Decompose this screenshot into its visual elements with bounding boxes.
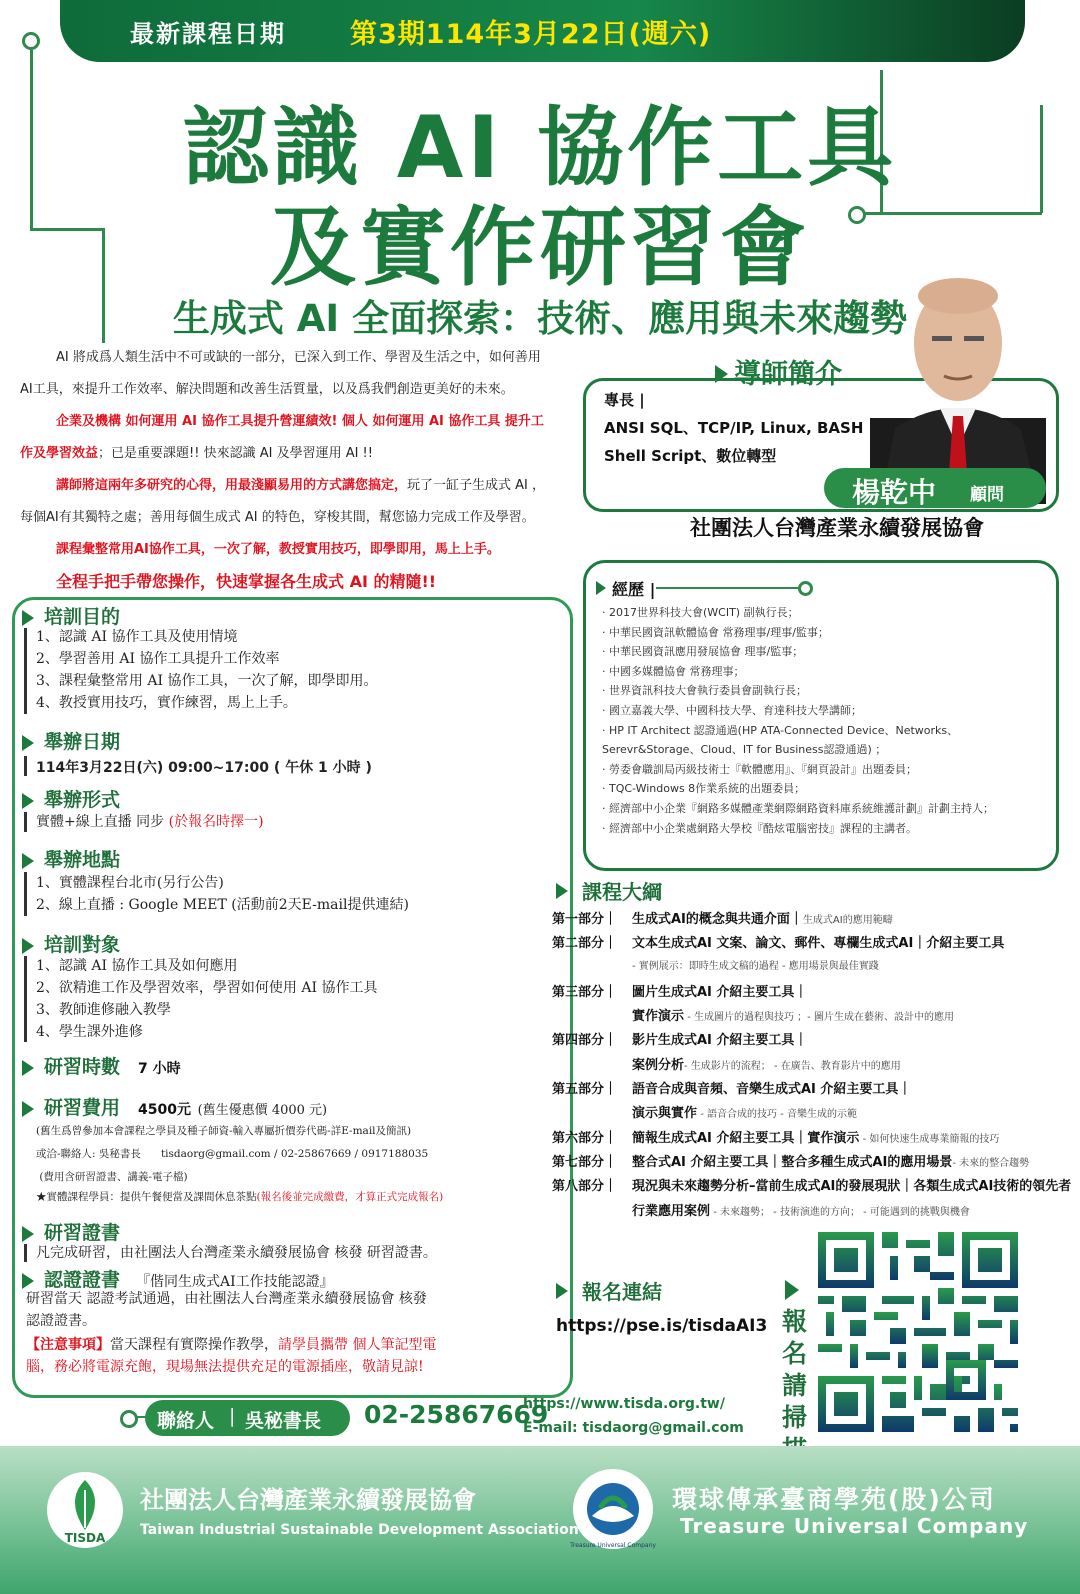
experience-item: · 勞委會職訓局丙級技術士『軟體應用』、『網頁設計』出題委員； — [602, 762, 917, 776]
syllabus-part-label: 第五部分｜ — [552, 1082, 618, 1098]
syllabus-part-sub: - 生成圖片的過程與技巧 ；- 圖片生成在藝術、設計中的應用 — [684, 1012, 954, 1024]
section-bar — [24, 628, 27, 714]
email-link[interactable]: E-mail: tisdaorg@gmail.com — [523, 1420, 744, 1436]
triangle-icon — [22, 938, 34, 954]
instructor-name: 楊乾中 — [852, 476, 937, 509]
notice-red: 腦，務必將電源充飽，現場無法提供充足的電源插座，敬請見諒! — [26, 1359, 424, 1375]
section-bar — [24, 756, 27, 776]
syllabus-part-main: 語音合成與音頻、音樂生成式AI 介紹主要工具｜ — [632, 1082, 912, 1098]
experience-item: Serevr&Storage、Cloud、IT for Business認證通過) ； — [602, 743, 887, 757]
notice-text: 當天課程有實際操作教學， — [110, 1337, 278, 1353]
syllabus-part-sub: 生成式AI的應用範疇 — [802, 915, 893, 926]
notice — [26, 1334, 536, 1378]
triangle-icon — [596, 581, 606, 595]
intro-line — [20, 470, 565, 502]
intro-red-text: 作及學習效益 — [20, 446, 99, 461]
fee-price: 4500元 — [138, 1102, 191, 1118]
intro-line: 每個AI有其獨特之處；善用每個生成式 AI 的特色，穿梭其間，幫您協力完成工作及學習。 — [20, 510, 535, 525]
section-bar — [24, 1244, 27, 1262]
triangle-icon — [22, 853, 34, 869]
syllabus-part-main: 文本生成式AI 文案、論文、郵件、專欄生成式AI｜介紹主要工具 — [632, 936, 1005, 952]
syllabus-row — [552, 1151, 1072, 1175]
form-text: 實體+線上直播 同步 — [36, 814, 165, 830]
separator: | — [229, 1405, 236, 1427]
syllabus-part-sub: - 語音合成的技巧 - 音樂生成的示範 — [697, 1109, 857, 1121]
fee-line: 或洽-聯絡人: 吳秘書長 tisdaorg@gmail.com / 02-25867669 / 0917188035 — [36, 1148, 429, 1160]
tisda-logo-text: TISDA — [64, 1531, 106, 1545]
syllabus-row — [552, 1054, 1072, 1078]
heading-text: 舉辦形式 — [44, 789, 121, 811]
footer-org1-en: Taiwan Industrial Sustainable Development Association — [140, 1522, 579, 1538]
syllabus-part-main: 實作演示 — [632, 1009, 685, 1025]
experience-list — [602, 603, 1052, 838]
instructor-specialty — [604, 386, 863, 470]
heading-text: 舉辦日期 — [44, 731, 121, 753]
target-item: 1、認識 AI 協作工具及如何應用 — [36, 958, 238, 974]
heading-text: 研習證書 — [44, 1222, 121, 1244]
instructor-name-badge — [824, 468, 1046, 508]
syllabus-part-main: 圖片生成式AI 介紹主要工具｜ — [632, 984, 808, 1000]
treasure-logo-text: Treasure Universal Company — [570, 1542, 656, 1549]
website-link[interactable]: https://www.tisda.org.tw/ — [523, 1396, 725, 1412]
specialty-line: ANSI SQL、TCP/IP, Linux, BASH — [604, 419, 864, 437]
triangle-icon — [22, 793, 34, 809]
course-form — [36, 811, 264, 833]
instructor-org: 社團法人台灣產業永續發展協會 — [690, 516, 984, 540]
experience-item: · 中華民國資訊軟體協會 常務理事/理事/監事； — [602, 625, 829, 639]
syllabus-part-label: 第三部分｜ — [552, 984, 618, 1000]
intro-line: 企業及機構 如何運用 AI 協作工具提升營運績效! 個人 如何運用 AI 協作工具 提升工 — [56, 414, 544, 429]
section-bar — [24, 956, 27, 1042]
triangle-icon — [22, 1273, 34, 1289]
syllabus-row — [552, 1005, 1072, 1029]
experience-item: · 中華民國資訊應用發展協會 理事/監事； — [602, 645, 804, 659]
circuit-line — [656, 587, 801, 589]
instructor-photo — [870, 248, 1046, 504]
triangle-icon — [22, 1226, 34, 1242]
syllabus-part-sub: - 未來趨勢； - 技術演進的方向； - 可能遇到的挑戰與機會 — [710, 1206, 970, 1218]
experience-item: · 國立嘉義大學、中國科技大學、育達科技大學講師； — [602, 703, 862, 717]
syllabus-row — [552, 1078, 1072, 1102]
place-list — [36, 872, 409, 916]
experience-heading — [596, 577, 655, 600]
syllabus-row — [552, 1175, 1072, 1199]
purpose-item: 3、課程彙整常用 AI 協作工具，一次了解，即學即用。 — [36, 673, 378, 689]
intro-line — [20, 438, 565, 470]
section-bar — [24, 872, 27, 916]
fee-note: (舊生優惠價 4000 元) — [197, 1103, 328, 1118]
section-date-heading — [22, 727, 120, 754]
contact-name: 吳秘書長 — [245, 1410, 322, 1432]
intro-red-text: 講師將這兩年多研究的心得，用最淺顯易用的方式講您搞定， — [56, 478, 408, 493]
section-place-heading — [22, 845, 120, 872]
purpose-item: 1、認識 AI 協作工具及使用情境 — [36, 629, 238, 645]
intro-line: 課程彙整常用AI協作工具，一次了解，教授實用技巧，即學即用，馬上上手。 — [56, 542, 500, 557]
purpose-item: 4、教授實用技巧，實作練習，馬上上手。 — [36, 695, 297, 711]
auth-line: 研習當天 認證考試通過，由社團法人台灣產業永續發展協會 核發 — [26, 1291, 427, 1307]
auth-title: 『偕同生成式AI工作技能認證』 — [136, 1274, 334, 1290]
star-note-red: (報名後並完成繳費，才算正式完成報名) — [256, 1191, 444, 1203]
fee-line: (費用含研習證書、講義-電子檔) — [36, 1171, 188, 1183]
target-list — [36, 955, 377, 1043]
auth-line: 認證證書。 — [26, 1313, 96, 1329]
star-note-text: ★實體課程學員：提供午餐便當及課間休息茶點 — [36, 1191, 257, 1203]
intro-highlight: 全程手把手帶您操作，快速掌握各生成式 AI 的精隨!! — [56, 572, 437, 591]
circuit-dot — [798, 581, 813, 596]
instructor-heading — [715, 352, 842, 391]
syllabus-part-main: 整合式AI 介紹主要工具｜整合多種生成式AI的應用場景 — [632, 1154, 953, 1170]
heading-text: 研習費用 — [44, 1097, 121, 1119]
hours-value: 7 小時 — [138, 1061, 181, 1077]
target-item: 4、學生課外進修 — [36, 1024, 143, 1040]
notice-red: 請學員攜帶 個人筆記型電 — [278, 1337, 437, 1353]
section-fee-heading — [22, 1093, 327, 1120]
target-item: 3、教師進修融入教學 — [36, 1002, 171, 1018]
notice-label: 【注意事項】 — [26, 1337, 110, 1353]
footer-org2-zh: 環球傳承臺商學苑(股)公司 — [672, 1485, 996, 1514]
target-item: 2、欲精進工作及學習效率，學習如何使用 AI 協作工具 — [36, 980, 378, 996]
register-link[interactable]: https://pse.is/tisdaAI3 — [556, 1316, 768, 1336]
syllabus-row — [552, 908, 1072, 932]
place-item: 1、實體課程台北市(另行公告) — [36, 875, 224, 891]
syllabus-part-label: 第六部分｜ — [552, 1130, 618, 1146]
section-purpose-heading — [22, 602, 120, 629]
fee-star-note — [36, 1189, 443, 1204]
syllabus-part-sub: - 如何快速生成專業簡報的技巧 — [859, 1133, 1000, 1145]
treasure-logo — [570, 1466, 656, 1552]
section-hours-heading — [22, 1052, 181, 1079]
triangle-icon — [556, 883, 568, 899]
triangle-icon — [22, 735, 34, 751]
heading-text: 研習時數 — [44, 1056, 121, 1078]
experience-item: · 經濟部中小企業處網路大學校『酷炫電腦密技』課程的主講者。 — [602, 821, 917, 835]
syllabus-row — [552, 1102, 1072, 1126]
registration-qr-code[interactable] — [818, 1232, 1018, 1432]
intro-line: AI 將成爲人類生活中不可或缺的一部分，已深入到工作、學習及生活之中，如何善用 — [56, 350, 541, 365]
syllabus-part-sub: - 生成影片的流程； - 在廣告、教育影片中的應用 — [684, 1060, 901, 1072]
syllabus-part-sub: - 未來的整合趨勢 — [952, 1157, 1030, 1169]
form-note: (於報名時擇一) — [168, 814, 264, 830]
section-form-heading — [22, 785, 120, 812]
heading-text: 認證證書 — [44, 1269, 121, 1291]
contact-badge — [145, 1400, 350, 1436]
experience-box — [583, 560, 1059, 871]
experience-item: · 經濟部中小企業『網路多媒體產業網際網路資料庫系統維護計劃』計劃主持人； — [602, 801, 994, 815]
place-item: 2、線上直播 : Google MEET (活動前2天E-mail提供連結) — [36, 897, 409, 913]
triangle-icon — [22, 1060, 34, 1076]
experience-item: · 2017世界科技大會(WCIT) 副執行長； — [602, 606, 799, 619]
syllabus-part-main: 行業應用案例 — [632, 1203, 711, 1219]
purpose-item: 2、學習善用 AI 協作工具提升工作效率 — [36, 651, 280, 667]
fee-line: (舊生爲曾參加本會課程之學員及種子師資-輸入專屬折價券代碼-詳E-mail及簡訊) — [36, 1125, 412, 1137]
auth-text — [26, 1288, 427, 1332]
syllabus-heading-text: 課程大綱 — [582, 880, 662, 904]
date-banner — [60, 0, 1025, 62]
purpose-list — [36, 626, 377, 714]
experience-item: · TQC-Windows 8作業系統的出題委員； — [602, 782, 806, 796]
syllabus-part-main: 案例分析 — [632, 1057, 685, 1073]
syllabus-part-label: 第一部分｜ — [552, 912, 618, 927]
syllabus-part-label: 第七部分｜ — [552, 1154, 618, 1170]
intro-text-part: 玩了一缸子生成式 AI ， — [407, 478, 546, 493]
experience-item: · 世界資訊科技大會執行委員會副執行長； — [602, 684, 807, 698]
syllabus-row — [552, 981, 1072, 1005]
circuit-dot — [22, 32, 40, 50]
specialty-line: Shell Script、數位轉型 — [604, 447, 777, 465]
heading-text: 培訓對象 — [44, 934, 121, 956]
triangle-icon — [715, 365, 728, 383]
instructor-role: 顧問 — [970, 485, 1004, 505]
subtitle: 生成式 AI 全面探索：技術、應用與未來趨勢 — [172, 297, 908, 340]
triangle-icon — [556, 1283, 568, 1299]
footer — [0, 1446, 1080, 1594]
specialty-label: 專長 | — [604, 391, 645, 409]
heading-text: 舉辦地點 — [44, 849, 121, 871]
heading-text: 培訓目的 — [44, 606, 121, 628]
syllabus-part-main: 簡報生成式AI 介紹主要工具｜實作演示 — [632, 1130, 860, 1146]
register-heading-text: 報名連結 — [582, 1280, 662, 1304]
syllabus-part-label: 第四部分｜ — [552, 1033, 618, 1049]
section-target-heading — [22, 930, 120, 957]
syllabus-part-label: 第二部分｜ — [552, 936, 618, 952]
triangle-icon — [22, 610, 34, 626]
tisda-logo — [45, 1470, 125, 1550]
intro-text-part: ；已是重要課題!! 快來認識 AI 及學習運用 AI !! — [98, 446, 373, 461]
syllabus-part-main: 影片生成式AI 介紹主要工具｜ — [632, 1033, 808, 1049]
syllabus-list — [552, 908, 1072, 1224]
register-heading — [556, 1276, 662, 1305]
intro-text — [20, 342, 565, 598]
syllabus-heading — [556, 876, 662, 905]
scan-label: 報名請掃 — [782, 1307, 808, 1432]
experience-heading-text: 經歷 | — [612, 580, 656, 599]
latest-date-label: 最新課程日期 — [130, 20, 286, 48]
contact-label: 聯絡人 — [157, 1410, 215, 1432]
syllabus-part-main: 現況與未來趨勢分析–當前生成式AI的發展現狀｜各類生成式AI技術的領先者 — [632, 1179, 1072, 1195]
main-title-line1: 認識 AI 協作工具 — [182, 98, 898, 198]
course-datetime: 114年3月22日(六) 09:00~17:00 ( 午休 1 小時 ) — [36, 760, 372, 776]
syllabus-part-main: 生成式AI的概念與共通介面｜ — [632, 912, 803, 927]
syllabus-part-label: 第八部分｜ — [552, 1179, 618, 1195]
triangle-icon — [785, 1280, 799, 1300]
syllabus-row — [552, 957, 1072, 981]
main-title-line2: 及實作研習會 — [270, 198, 810, 298]
circuit-dot — [120, 1410, 138, 1428]
triangle-icon — [22, 1101, 34, 1117]
section-bar — [24, 812, 27, 832]
course-date: 第3期114年3月22日(週六) — [350, 19, 712, 50]
section-cert-heading — [22, 1218, 120, 1245]
experience-item: · HP IT Architect 認證通過(HP ATA-Connected Device、Networks、 — [602, 723, 959, 737]
intro-line: AI工具，來提升工作效率、解決問題和改善生活質量，以及爲我們創造更美好的未來。 — [20, 382, 514, 397]
syllabus-row — [552, 1127, 1072, 1151]
footer-org1-zh: 社團法人台灣產業永續發展協會 — [140, 1486, 476, 1514]
syllabus-part-sub: - 實例展示：即時生成文稿的過程 - 應用場景與最佳實踐 — [632, 960, 879, 972]
experience-item: · 中國多媒體協會 常務理事； — [602, 664, 745, 678]
cert-text: 凡完成研習，由社團法人台灣產業永續發展協會 核發 研習證書。 — [36, 1245, 437, 1261]
syllabus-part-main: 演示與實作 — [632, 1106, 698, 1122]
contact-phone[interactable]: 02-25867669 — [364, 1400, 549, 1429]
syllabus-row — [552, 1200, 1072, 1224]
footer-org2-en: Treasure Universal Company — [680, 1514, 1029, 1538]
fee-details — [36, 1120, 428, 1189]
instructor-heading-text: 導師簡介 — [734, 359, 842, 390]
syllabus-row — [552, 932, 1072, 956]
syllabus-row — [552, 1029, 1072, 1053]
